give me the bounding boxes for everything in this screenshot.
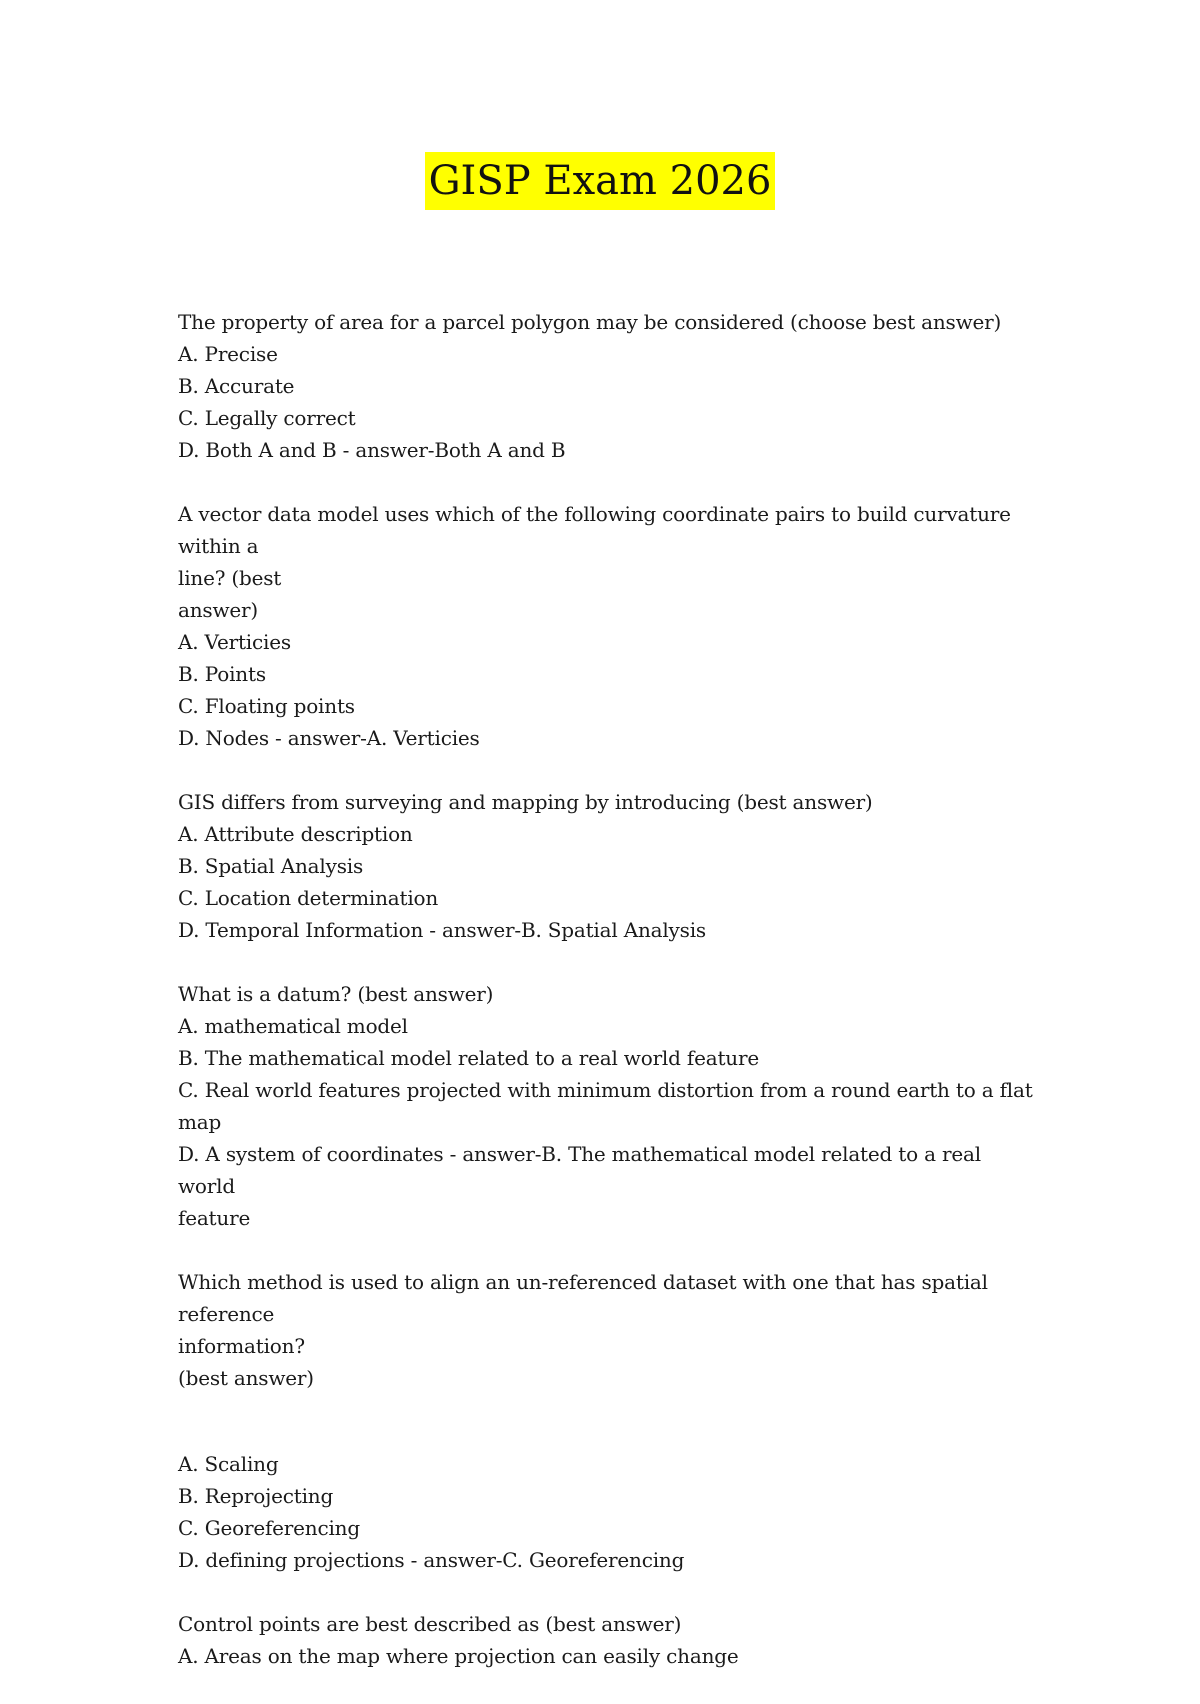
answer-option: C. Real world features projected with minimum distortion from a round earth to a flat map bbox=[178, 1078, 1039, 1134]
answer-option: A. Verticies bbox=[178, 630, 291, 654]
question-text: The property of area for a parcel polygon may be considered (choose best answer) bbox=[178, 310, 1002, 334]
answer-option: A. Attribute description bbox=[178, 822, 413, 846]
answer-option: D. A system of coordinates - answer-B. The mathematical model related to a real world bbox=[178, 1142, 988, 1198]
question-text: GIS differs from surveying and mapping by introducing (best answer) bbox=[178, 790, 873, 814]
answer-option: C. Legally correct bbox=[178, 406, 356, 430]
answer-option: C. Location determination bbox=[178, 886, 439, 910]
question-1 bbox=[178, 306, 1038, 466]
answer-option: A. Scaling bbox=[178, 1452, 279, 1476]
answer-option: D. defining projections - answer-C. Georeferencing bbox=[178, 1548, 685, 1572]
question-text: answer) bbox=[178, 598, 258, 622]
question-text: Control points are best described as (best answer) bbox=[178, 1612, 682, 1636]
answer-option: A. Precise bbox=[178, 342, 278, 366]
answer-option: C. Georeferencing bbox=[178, 1516, 360, 1540]
question-text: Which method is used to align an un-referenced dataset with one that has spatial reference bbox=[178, 1270, 995, 1326]
question-6 bbox=[178, 1608, 1038, 1672]
question-text: information? bbox=[178, 1334, 305, 1358]
question-text: A vector data model uses which of the following coordinate pairs to build curvature within a bbox=[178, 502, 1017, 558]
answer-option: B. Points bbox=[178, 662, 266, 686]
title-container bbox=[0, 152, 1200, 210]
answer-option: A. Areas on the map where projection can easily change bbox=[178, 1644, 739, 1668]
answer-option: B. Reprojecting bbox=[178, 1484, 334, 1508]
answer-option: D. Both A and B - answer-Both A and B bbox=[178, 438, 566, 462]
question-text: (best answer) bbox=[178, 1366, 314, 1390]
answer-option: D. Temporal Information - answer-B. Spatial Analysis bbox=[178, 918, 706, 942]
answer-option: feature bbox=[178, 1206, 251, 1230]
question-text: What is a datum? (best answer) bbox=[178, 982, 494, 1006]
answer-option: B. Spatial Analysis bbox=[178, 854, 364, 878]
question-3 bbox=[178, 786, 1038, 946]
answer-option: D. Nodes - answer-A. Verticies bbox=[178, 726, 480, 750]
answer-option: A. mathematical model bbox=[178, 1014, 408, 1038]
question-list bbox=[178, 306, 1038, 1704]
page-title: GISP Exam 2026 bbox=[425, 152, 776, 210]
question-5 bbox=[178, 1266, 1038, 1576]
question-text: line? (best bbox=[178, 566, 282, 590]
blank-gap bbox=[178, 1394, 1038, 1448]
answer-option: B. The mathematical model related to a real world feature bbox=[178, 1046, 759, 1070]
answer-option: C. Floating points bbox=[178, 694, 355, 718]
question-2 bbox=[178, 498, 1038, 754]
answer-option: B. Accurate bbox=[178, 374, 295, 398]
question-4 bbox=[178, 978, 1038, 1234]
